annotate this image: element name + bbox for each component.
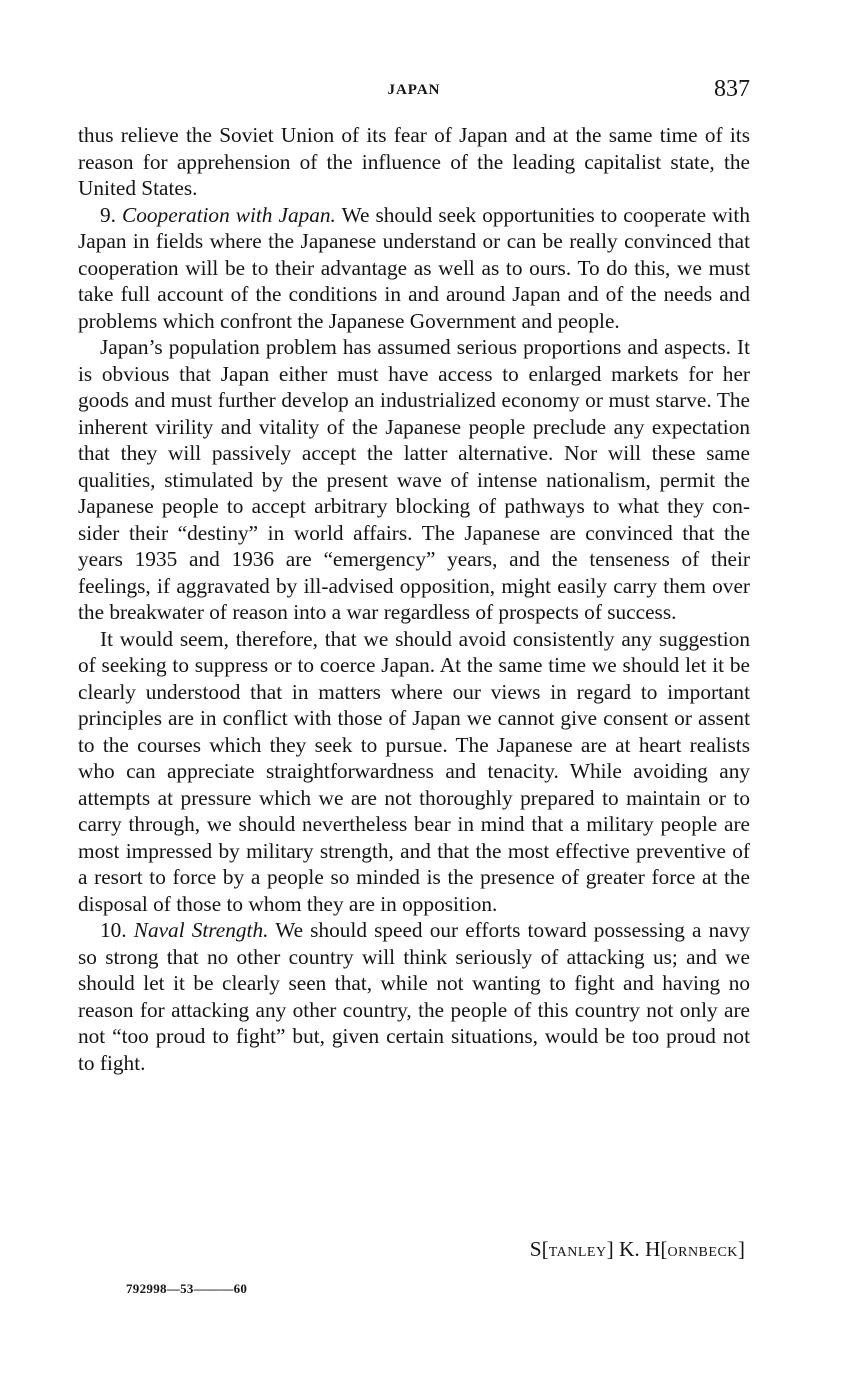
section-number: 10. — [100, 918, 127, 942]
section-number: 9. — [100, 202, 116, 227]
signature-small-caps: ORNBECK — [667, 1245, 738, 1260]
signature-part: S[ — [529, 1237, 549, 1261]
page-header — [78, 76, 750, 110]
section-heading: Cooperation with Japan. — [122, 202, 336, 227]
paragraph-cooperation-with-japan — [78, 202, 750, 335]
paragraph-population-problem: Japan’s population problem has assumed serious proportions and aspects. It is obvious that Japan either must have access to enlarged markets for her goods and must further develop an industrialized economy or must starve. The inherent virility and vitality of the Japanese people preclude any expectation that they will passively accept the latter alternative. Nor will these same qualities, stimulated by the present wave of intense nationalism, permit the Japanese people to accept arbitrary blocking of pathways to what they consider their “destiny” in world affairs. The Japanese are convinced that the years 1935 and 1936 are “emergency” years, and the tenseness of their feelings, if aggravated by ill-advised opposition, might easily carry them over the breakwater of reason into a war regardless of prospects of success. — [78, 335, 750, 624]
signature-small-caps: TANLEY — [548, 1245, 607, 1260]
print-code: 792998—53———60 — [126, 1281, 248, 1296]
signature-part: ] K. H[ — [606, 1237, 668, 1261]
section-heading: Naval Strength. — [133, 918, 269, 942]
signature — [530, 1236, 745, 1266]
paragraph-text: We should seek opportunities to cooperate with Japan in fields where the Japanese understand or can be really convinced that cooperation will be to their advantage as well as to ours. To do this, we must take full account of the conditions in and around Japan and of the needs and problems which confront the Japanese Government and people. — [78, 202, 750, 333]
paragraph-avoid-coercion: It would seem, therefore, that we should avoid consistently any suggestion of seeking to suppress or to coerce Japan. At the same time we should let it be clearly understood that in matters where our views in regard to important principles are in conflict with those of Japan we cannot give consent or assent to the courses which they seek to pursue. The Japanese are at heart realists who can appreciate straightforwardness and tenacity. While avoiding any attempts at pressure which we are not thoroughly prepared to maintain or to carry through, we should nevertheless bear in mind that a military people are most impressed by military strength, and that the most effective preventive of a resort to force by a people so minded is the presence of greater force at the disposal of those to whom they are in opposition. — [78, 626, 750, 916]
body-text — [78, 122, 750, 1076]
signature-part: ] — [737, 1237, 745, 1261]
paragraph-naval-strength — [78, 917, 750, 1076]
paragraph-text: We should speed our efforts toward possessing a navy so strong that no other country will think seriously of attacking us; and we should let it be clearly seen that, while not wanting to fight and having no reason for attacking any other country, the people of this country not only are not “too proud to fight” but, given certain situations, would be too proud not to fight. — [78, 918, 750, 1075]
paragraph-continuation: thus relieve the Soviet Union of its fear of Japan and at the same time of its reason for apprehension of the influence of the leading capitalist state, the United States. — [78, 123, 750, 200]
page-number: 837 — [714, 76, 750, 102]
running-head: JAPAN — [387, 82, 441, 98]
